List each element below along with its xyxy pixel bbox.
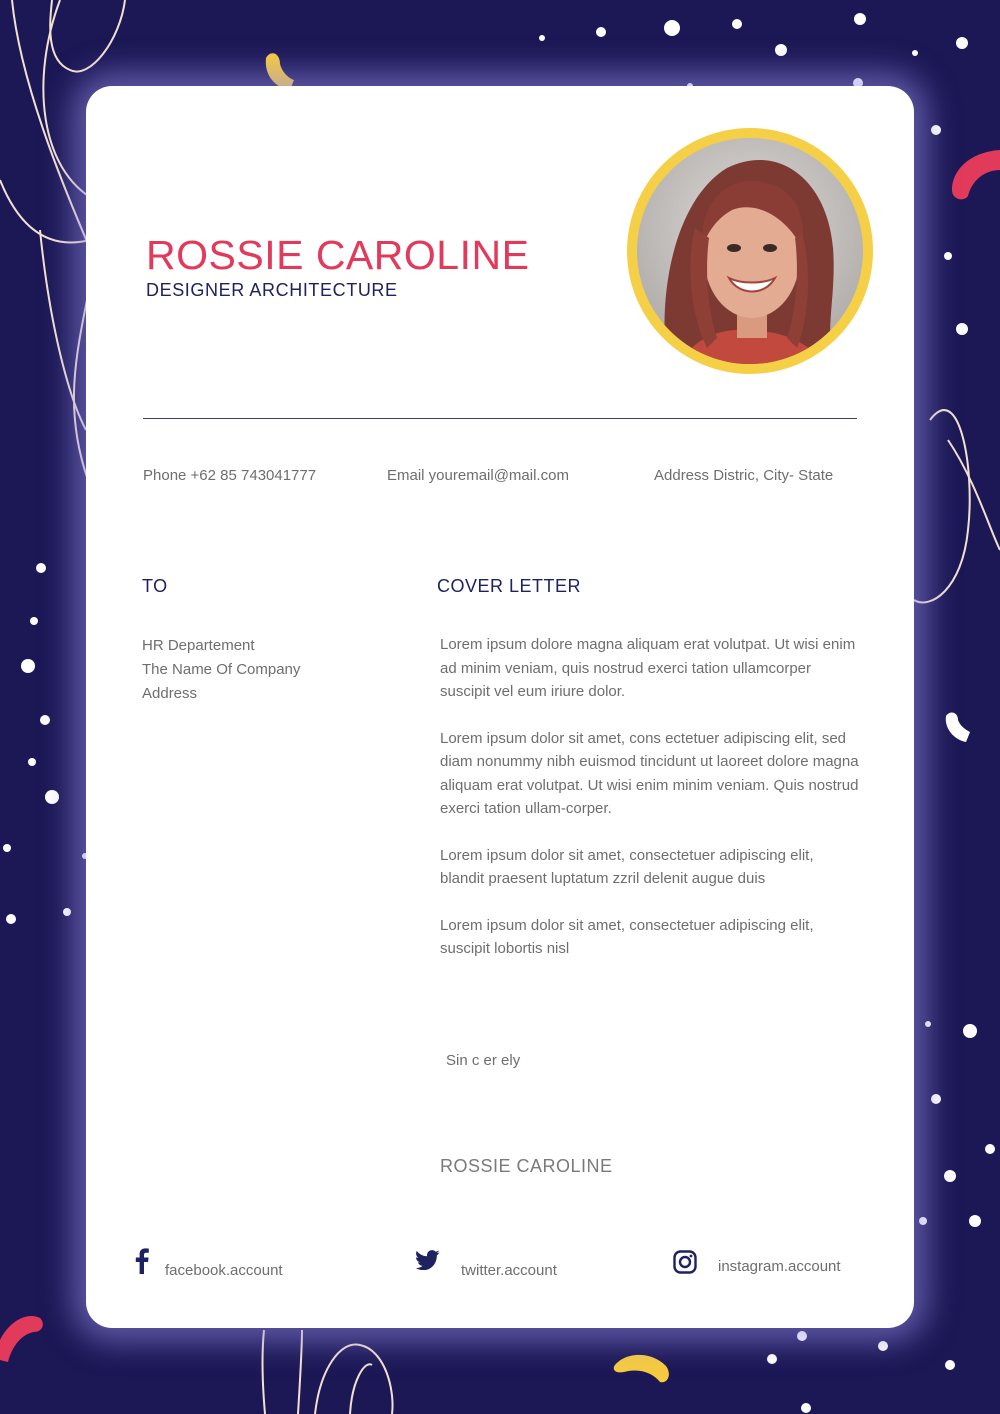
- twitter-link[interactable]: twitter.account: [461, 1262, 557, 1279]
- letter-paragraph: Lorem ipsum dolor sit amet, consectetuer adipiscing elit, suscipit lobortis nisl: [440, 916, 814, 957]
- photo-frame: [627, 128, 873, 374]
- letter-paragraph: Lorem ipsum dolor sit amet, cons ectetuer adipiscing elit, sed diam nonummy nibh euismod tincidunt ut laoreet dolore magna aliquam erat volutpat. Ut wisi enim minim veniam. Quis nostrud exerci tation ullam-corper.: [440, 729, 859, 817]
- letter-closing: Sin c er ely: [446, 1052, 521, 1069]
- facebook-icon: [134, 1248, 150, 1274]
- instagram-icon: [673, 1250, 697, 1274]
- recipient-heading: TO: [142, 576, 168, 596]
- instagram-link[interactable]: instagram.account: [718, 1258, 841, 1275]
- twitter-icon: [416, 1250, 440, 1270]
- recipient-line: Address: [142, 685, 198, 702]
- recipient-line: HR Departement: [142, 637, 255, 654]
- contact-phone: Phone +62 85 743041777: [143, 467, 317, 484]
- letter-paragraph: Lorem ipsum dolore magna aliquam erat volutpat. Ut wisi enim ad minim veniam, quis nostrud exerci tation ullamcorper suscipit vel eum iriure dolor.: [440, 636, 856, 700]
- header-divider: [143, 418, 857, 419]
- recipient-line: The Name Of Company: [142, 661, 301, 678]
- applicant-name: ROSSIE CAROLINE: [146, 232, 530, 278]
- applicant-title: DESIGNER ARCHITECTURE: [146, 280, 398, 300]
- cover-letter-card: [86, 86, 914, 1328]
- signature-name: ROSSIE CAROLINE: [440, 1156, 613, 1176]
- portrait-photo: [637, 138, 863, 364]
- contact-email: Email youremail@mail.com: [387, 467, 569, 484]
- letter-body: [440, 633, 860, 984]
- contact-address: Address Distric, City- State: [654, 467, 834, 484]
- letter-heading: COVER LETTER: [437, 576, 582, 596]
- letter-paragraph: Lorem ipsum dolor sit amet, consectetuer adipiscing elit, blandit praesent luptatum zzril delenit augue duis: [440, 846, 814, 887]
- facebook-link[interactable]: facebook.account: [165, 1262, 283, 1279]
- recipient-block: [142, 634, 300, 706]
